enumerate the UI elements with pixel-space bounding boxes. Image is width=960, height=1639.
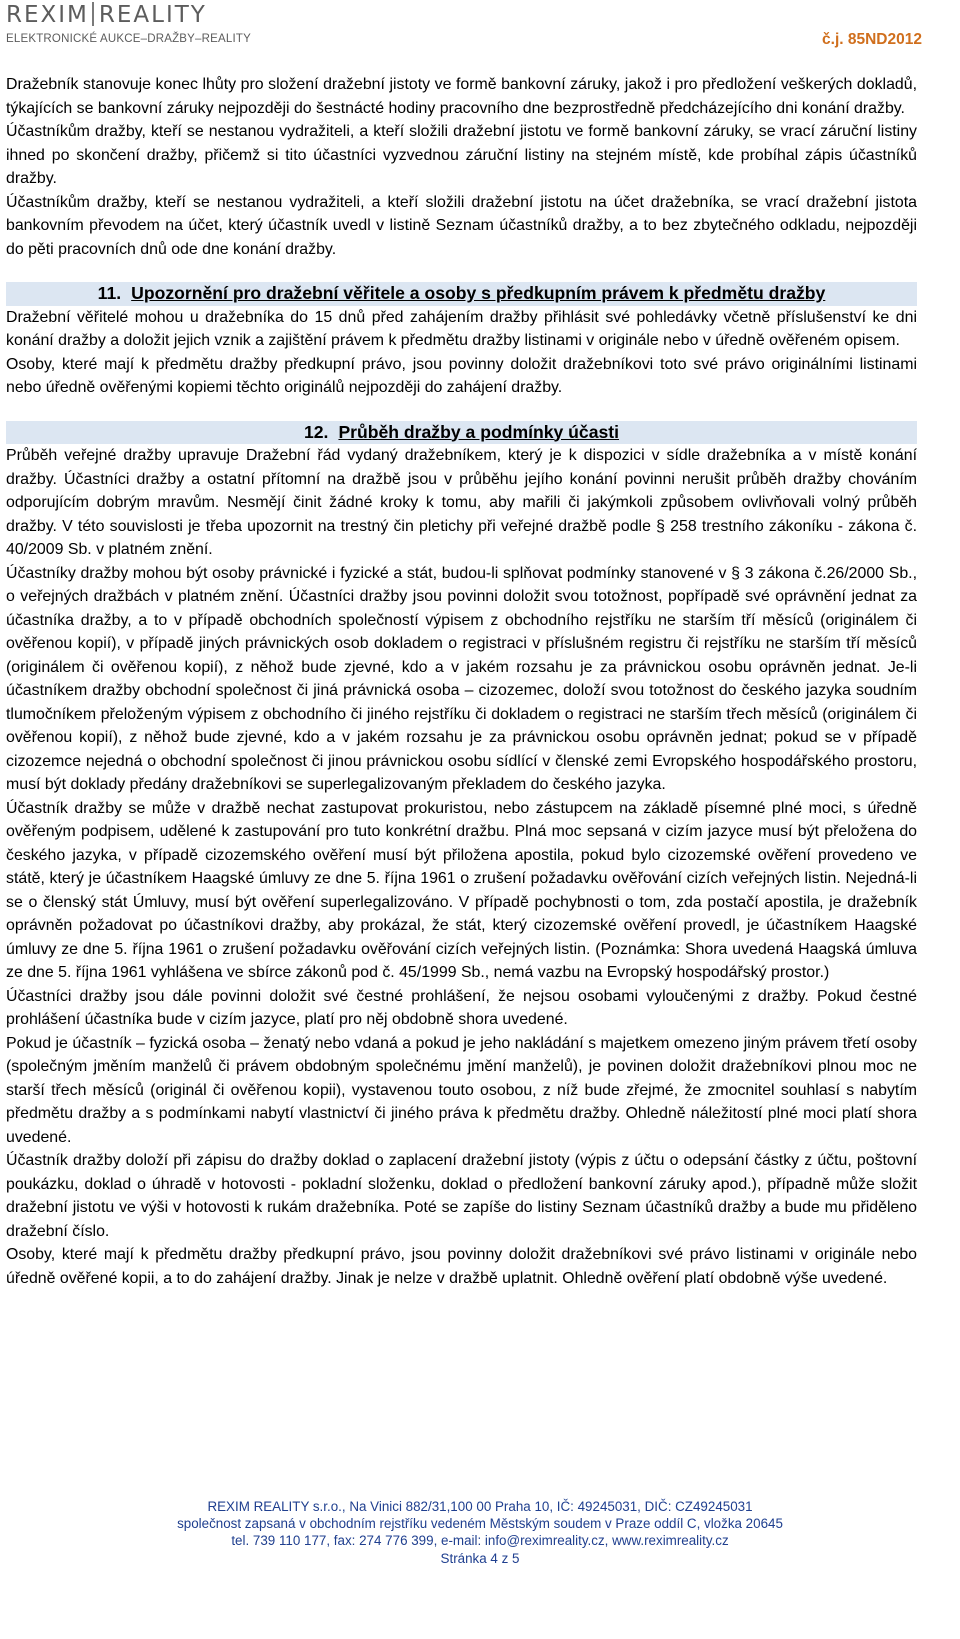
paragraph: Dražební věřitelé mohou u dražebníka do 15 dnů před zahájením dražby přihlásit své pohledávky včetně příslušenství ke dni konání dražby a doložit jejich vznik a zajištění právem k předmětu dražby listinami v originále nebo v úředně ověřeném opisem.: [6, 308, 917, 349]
paragraph: Účastníkům dražby, kteří se nestanou vydražiteli, a kteří složili dražební jistotu ve formě bankovní záruky, se vrací záruční listiny ihned po skončení dražby, přičemž si tito účastníci vyzvednou záruční listiny na stejném místě, kde probíhal zápis účastníků dražby.: [6, 123, 917, 187]
page-number: Stránka 4 z 5: [440, 1550, 520, 1566]
section-number: 11.: [97, 283, 122, 303]
footer-registry-line: společnost zapsaná v obchodním rejstříku vedeném Městským soudem v Praze oddíl C, vložka 20645: [177, 1516, 783, 1532]
section-title: Průběh dražby a podmínky účasti: [338, 421, 620, 442]
page-footer: [0, 1498, 960, 1567]
section-number: 12.: [303, 421, 329, 442]
paragraph: Pokud je účastník – fyzická osoba – ženatý nebo vdaná a pokud je jeho nakládání s majetkem omezeno jiným právem třetí osoby (společným jměním manželů či právem obdobným společnému jmění manželů), je povinen doložit dražebníkovi plnou moc ne starší třech měsíců (originál či ověřenou kopii), vystavenou touto osobou, z níž bude zřejmé, že zmocnitel souhlasí s nabytím předmětu dražby a s podmínkami nabytí vlastnictví či jiného práva k předmětu dražby. Ohledně náležitostí plné moci platí shora uvedené.: [6, 1034, 917, 1146]
logo-divider: [92, 2, 94, 26]
page-header: [0, 0, 960, 60]
paragraph: Osoby, které mají k předmětu dražby předkupní právo, jsou povinny doložit dražebníkovi své právo listinami v originále nebo úředně ověřené kopii, a to do zahájení dražby. Jinak je nelze v dražbě uplatnit. Ohledně ověření platí obdobně výše uvedené.: [6, 1246, 917, 1287]
footer-contact-line: tel. 739 110 177, fax: 274 776 399, e-mail: info@reximreality.cz, www.reximreality.cz: [231, 1533, 729, 1549]
paragraph: Účastníkům dražby, kteří se nestanou vydražiteli, a kteří složili dražební jistotu na účet dražebníka, se vrací dražební jistota bankovním převodem na účet, který účastník uvedl v listině Seznam účastníků dražby, a to bez zbytečného odkladu, nejpozději do pěti pracovních dnů ode dne konání dražby.: [6, 193, 917, 258]
logo-word-rexim: REXIM: [6, 2, 89, 28]
paragraph: Průběh veřejné dražby upravuje Dražební řád vydaný dražebníkem, který je k dispozici v sídle dražebníka a v místě konání dražby. Účastníci dražby a ostatní přítomní na dražbě jsou v průběhu jejího konání povinni nerušit průběh dražby chováním odporujícím dobrým mravům. Nesmějí činit žádné kroky k tomu, aby mařili či jakýmkoli způsobem ovlivňovali volný průběh dražby. V této souvislosti je třeba upozornit na trestný čin pletichy při veřejné dražbě podle § 258 trestního zákoníku - zákona č. 40/2009 Sb. v platném znění.: [6, 447, 917, 558]
company-logo: [6, 0, 251, 50]
paragraph: Účastníky dražby mohou být osoby právnické i fyzické a stát, budou-li splňovat podmínky stanovené v § 3 zákona č.26/2000 Sb., o veřejných dražbách v platném znění. Účastníci dražby jsou povinni doložit svou totožnost, popřípadě své oprávnění jednat za účastníka dražby, a to v případě obchodních společností výpisem z obchodního rejstříku ne starším tří měsíců (originálem či ověřenou kopií), v případě jiných právnických osob dokladem o registraci v příslušném registru či rejstříku ne starším tří měsíců (originálem či ověřenou kopií), z něhož bude zjevné, kdo a v jakém rozsahu je za právnickou osobu oprávněn jednat. Je-li účastníkem dražby obchodní společnost či jiná právnická osoba – cizozemec, doloží svou totožnost do českého jazyka soudním tlumočníkem přeloženým výpisem z obchodního či jiného rejstříku či dokladem o registraci ne starším třech měsíců (originálem či ověřenou kopií), z něhož bude zjevné, kdo a v jakém rozsahu je za právnickou osobu oprávněn jednat; pokud se v případě cizozemce nejedná o obchodní společnost či jinou právnickou osobu sídlící v členské zemi Evropského hospodářského prostoru, musí být doklady předány dražebníkovi se superlegalizovaným překladem do českého jazyka.: [6, 564, 917, 793]
logo-tagline: ELEKTRONICKÉ AUKCE–DRAŽBY–REALITY: [6, 33, 251, 45]
paragraph: Účastník dražby se může v dražbě nechat zastupovat prokuristou, nebo zástupcem na základě písemné plné moci, s úředně ověřeným podpisem, udělené k zastupování pro tuto konkrétní dražbu. Plná moc sepsaná v cizím jazyce musí být přeložena do českého jazyka, v případě cizozemského ověření musí být přiložena apostila, pokud bylo cizozemské ověření provedeno ve státě, který je účastníkem Haagské úmluvy ze dne 5. října 1961 o zrušení požadavku ověřování cizích veřejných listin. Nejedná-li se o členský stát Úmluvy, musí být ověření superlegalizováno. V případě pochybnosti o tom, zda postačí apostila, je dražebník oprávněn požadovat po účastníkovi dražby, aby prokázal, že stát, který cizozemské ověření provedl, je účastníkem Haagské úmluvy ze dne 5. října 1961 o zrušení požadavku ověřování cizích veřejných listin. (Poznámka: Shora uvedená Haagská úmluva ze dne 5. října 1961 vyhlášena ve sbírce zákonů pod č. 45/1999 Sb., nemá vazbu na Evropský hospodářský prostor.): [6, 799, 917, 981]
reference-number: č.j. 85ND2012: [822, 31, 922, 48]
paragraph: Osoby, které mají k předmětu dražby předkupní právo, jsou povinny doložit dražebníkovi toto své právo originálními listinami nebo úředně ověřenými kopiemi těchto originálů nejpozději do zahájení dražby.: [6, 355, 917, 396]
footer-company-line: REXIM REALITY s.r.o., Na Vinici 882/31,100 00 Praha 10, IČ: 49245031, DIČ: CZ49245031: [207, 1499, 753, 1514]
section-12-heading: [6, 421, 917, 445]
paragraph: Dražebník stanovuje konec lhůty pro složení dražební jistoty ve formě bankovní záruky, jakož i pro předložení veškerých dokladů, týkajících se bankovní záruky nejpozději do šestnácté hodiny pracovního dne bezprostředně předcházejícího dni konání dražby.: [6, 76, 917, 117]
paragraph: Účastníci dražby jsou dále povinni doložit své čestné prohlášení, že nejsou osobami vyloučenými z dražby. Pokud čestné prohlášení účastníka bude v cizím jazyce, platí pro něj obdobně shora uvedené.: [6, 987, 917, 1028]
logo-wordmark: [6, 2, 207, 28]
paragraph: Účastník dražby doloží při zápisu do dražby doklad o zaplacení dražební jistoty (výpis z účtu o odepsání částky z účtu, poštovní poukázku, doklad o úhradě v hotovosti - pokladní složenku, doklad o předložení bankovní záruky apod.), případně může složit dražební jistotu ve výši v hotovosti k rukám dražebníka. Poté se zapíše do listiny Seznam účastníků dražby a bude mu přiděleno dražební číslo.: [6, 1152, 917, 1240]
section-title: Upozornění pro dražební věřitele a osoby s předkupním právem k předmětu dražby: [131, 283, 826, 303]
section-11-heading: [6, 282, 917, 306]
logo-word-reality: REALITY: [98, 2, 207, 28]
spacer: [6, 400, 917, 421]
document-body: [6, 73, 917, 1290]
spacer: [6, 261, 917, 282]
